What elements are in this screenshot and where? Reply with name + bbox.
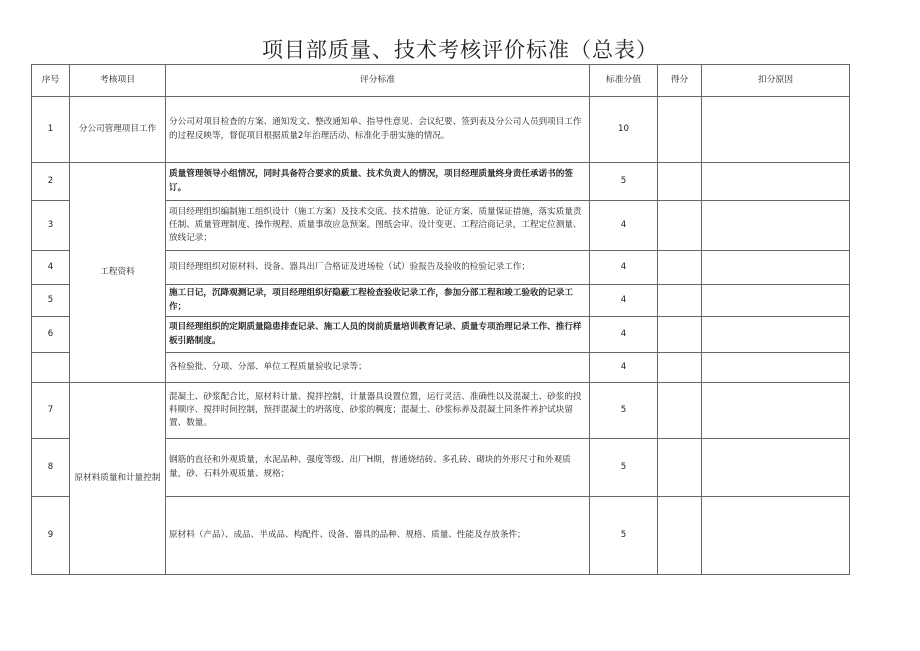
row-score: 4 (590, 353, 658, 383)
row-no: 8 (32, 439, 70, 497)
header-standard: 评分标准 (166, 65, 590, 97)
row-standard: 分公司对项目检查的方案、通知发文、整改通知单、指导性意见、会议纪要、签到表及分公司人员到项目工作的过程反映等，督促项目根据质量2年治理活动、标准化手册实施的情况。 (166, 97, 590, 163)
row-reason-cell[interactable] (702, 201, 850, 251)
row-got-cell[interactable] (658, 201, 702, 251)
row-got-cell[interactable] (658, 439, 702, 497)
header-item: 考核项目 (70, 65, 166, 97)
table-row (32, 163, 850, 201)
row-no: 5 (32, 285, 70, 317)
row-score: 4 (590, 201, 658, 251)
row-reason-cell[interactable] (702, 383, 850, 439)
row-got-cell[interactable] (658, 251, 702, 285)
row-reason-cell[interactable] (702, 353, 850, 383)
row-reason-cell[interactable] (702, 251, 850, 285)
group-label: 工程资料 (70, 163, 166, 383)
row-reason-cell[interactable] (702, 497, 850, 575)
row-no: 3 (32, 201, 70, 251)
header-score-value: 标准分值 (590, 65, 658, 97)
row-got-cell[interactable] (658, 285, 702, 317)
row-standard: 各检验批、分项、分部、单位工程质量验收记录等； (166, 353, 590, 383)
row-score: 5 (590, 383, 658, 439)
row-standard: 原材料（产品）、成品、半成品、构配件、设备、器具的品种、规格、质量、性能及存放条件； (166, 497, 590, 575)
row-standard: 项目经理组织编制施工组织设计（施工方案）及技术交底、技术措施、论证方案、质量保证措施，落实质量责任制、质量管理制度、操作规程、质量事故应急预案。图纸会审、设计变更、工程洽商记录，工程定位测量、放线记录； (166, 201, 590, 251)
row-standard: 质量管理领导小组情况，同时具备符合要求的质量、技术负责人的情况，项目经理质量终身责任承诺书的签订。 (166, 163, 590, 201)
row-score: 5 (590, 163, 658, 201)
header-got: 得分 (658, 65, 702, 97)
page-title: 项目部质量、技术考核评价标准（总表） (262, 38, 658, 62)
row-standard: 混凝土、砂浆配合比，原材料计量、搅拌控制，计量器具设置位置，运行灵活、准确性以及混凝土、砂浆的投料顺序、搅拌时间控制，预拌混凝土的坍落度、砂浆的稠度；混凝土、砂浆标养及混凝土同条件养护试块留置、数量。 (166, 383, 590, 439)
row-got-cell[interactable] (658, 383, 702, 439)
row-score: 5 (590, 497, 658, 575)
group-label: 原材料质量和计量控制 (70, 383, 166, 575)
row-no: 6 (32, 317, 70, 353)
row-got-cell[interactable] (658, 97, 702, 163)
row-no: 1 (32, 97, 70, 163)
evaluation-table (31, 64, 850, 575)
row-standard: 项目经理组织对原材料、设备、器具出厂合格证及进场检（试）验报告及验收的检验记录工作； (166, 251, 590, 285)
header-no: 序号 (32, 65, 70, 97)
table-row (32, 97, 850, 163)
row-score: 4 (590, 251, 658, 285)
row-score: 5 (590, 439, 658, 497)
row-standard: 施工日记，沉降观测记录，项目经理组织好隐蔽工程检查验收记录工作，参加分部工程和竣工验收的记录工作； (166, 285, 590, 317)
row-got-cell[interactable] (658, 163, 702, 201)
row-reason-cell[interactable] (702, 285, 850, 317)
row-no: 9 (32, 497, 70, 575)
row-standard: 项目经理组织的定期质量隐患排查记录、施工人员的岗前质量培训教育记录、质量专项治理记录工作、推行样板引路制度。 (166, 317, 590, 353)
row-score: 4 (590, 285, 658, 317)
row-got-cell[interactable] (658, 353, 702, 383)
row-reason-cell[interactable] (702, 439, 850, 497)
row-no (32, 353, 70, 383)
row-reason-cell[interactable] (702, 317, 850, 353)
group-label: 分公司管理项目工作 (70, 97, 166, 163)
row-no: 2 (32, 163, 70, 201)
header-row (32, 65, 850, 97)
row-standard: 钢筋的直径和外观质量，水泥品种、强度等级、出厂H期，普通烧结砖、多孔砖、砌块的外形尺寸和外观质量，砂、石料外观质量、规格； (166, 439, 590, 497)
row-score: 10 (590, 97, 658, 163)
row-got-cell[interactable] (658, 497, 702, 575)
table-row (32, 383, 850, 439)
row-reason-cell[interactable] (702, 97, 850, 163)
row-got-cell[interactable] (658, 317, 702, 353)
row-no: 4 (32, 251, 70, 285)
header-reason: 扣分原因 (702, 65, 850, 97)
row-score: 4 (590, 317, 658, 353)
row-no: 7 (32, 383, 70, 439)
row-reason-cell[interactable] (702, 163, 850, 201)
